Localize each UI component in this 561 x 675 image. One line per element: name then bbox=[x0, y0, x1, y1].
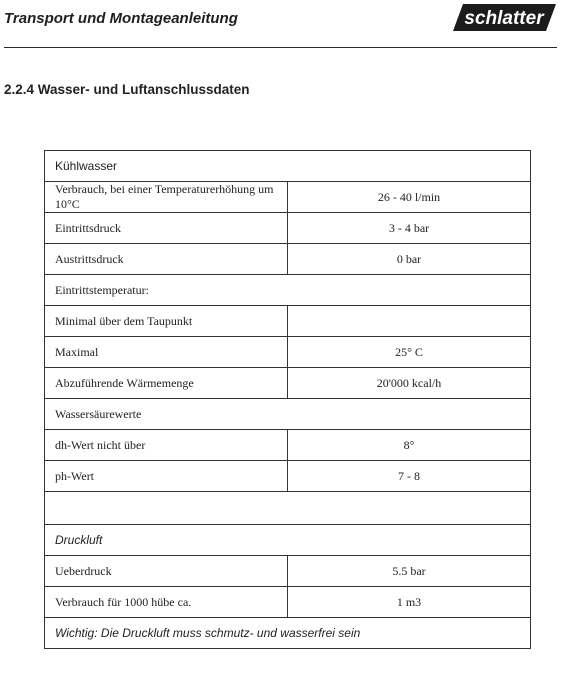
row-label: Wassersäurewerte bbox=[45, 399, 531, 430]
row-value: 5.5 bar bbox=[288, 556, 531, 587]
row-value: 0 bar bbox=[288, 244, 531, 275]
section-title: 2.2.4 Wasser- und Luftanschlussdaten bbox=[4, 82, 250, 97]
document-header-title: Transport und Montageanleitung bbox=[4, 10, 238, 27]
table-row bbox=[45, 337, 531, 368]
empty-cell bbox=[45, 492, 531, 525]
table-row bbox=[45, 275, 531, 306]
table-row bbox=[45, 368, 531, 399]
table-row bbox=[45, 151, 531, 182]
row-value: 1 m3 bbox=[288, 587, 531, 618]
table-row-empty bbox=[45, 492, 531, 525]
row-value: 25° C bbox=[288, 337, 531, 368]
cooling-water-heading: Kühlwasser bbox=[45, 151, 531, 182]
table-row bbox=[45, 525, 531, 556]
row-label: Abzuführende Wärmemenge bbox=[45, 368, 288, 399]
logo-text: schlatter bbox=[464, 8, 544, 29]
table-row bbox=[45, 461, 531, 492]
schlatter-logo bbox=[453, 4, 556, 31]
row-value: 20'000 kcal/h bbox=[288, 368, 531, 399]
table-row bbox=[45, 430, 531, 461]
row-value: 3 - 4 bar bbox=[288, 213, 531, 244]
row-label: Austrittsdruck bbox=[45, 244, 288, 275]
compressed-air-heading: Druckluft bbox=[45, 525, 531, 556]
table-row bbox=[45, 244, 531, 275]
row-label: Maximal bbox=[45, 337, 288, 368]
row-label: Ueberdruck bbox=[45, 556, 288, 587]
row-label: Eintrittstemperatur: bbox=[45, 275, 531, 306]
table-row bbox=[45, 618, 531, 649]
row-label: dh-Wert nicht über bbox=[45, 430, 288, 461]
row-label: Eintrittsdruck bbox=[45, 213, 288, 244]
header-divider bbox=[4, 47, 557, 48]
connection-data-table bbox=[44, 150, 531, 649]
row-label: Verbrauch, bei einer Temperaturerhöhung um 10°C bbox=[45, 182, 288, 213]
important-note: Wichtig: Die Druckluft muss schmutz- und wasserfrei sein bbox=[45, 618, 531, 649]
table-row bbox=[45, 556, 531, 587]
table-row bbox=[45, 213, 531, 244]
table-row bbox=[45, 306, 531, 337]
table-row bbox=[45, 182, 531, 213]
row-label: ph-Wert bbox=[45, 461, 288, 492]
row-value: 8° bbox=[288, 430, 531, 461]
row-value: 26 - 40 l/min bbox=[288, 182, 531, 213]
row-label: Minimal über dem Taupunkt bbox=[45, 306, 288, 337]
table-row bbox=[45, 587, 531, 618]
row-value bbox=[288, 306, 531, 337]
row-label: Verbrauch für 1000 hübe ca. bbox=[45, 587, 288, 618]
row-value: 7 - 8 bbox=[288, 461, 531, 492]
table-row bbox=[45, 399, 531, 430]
